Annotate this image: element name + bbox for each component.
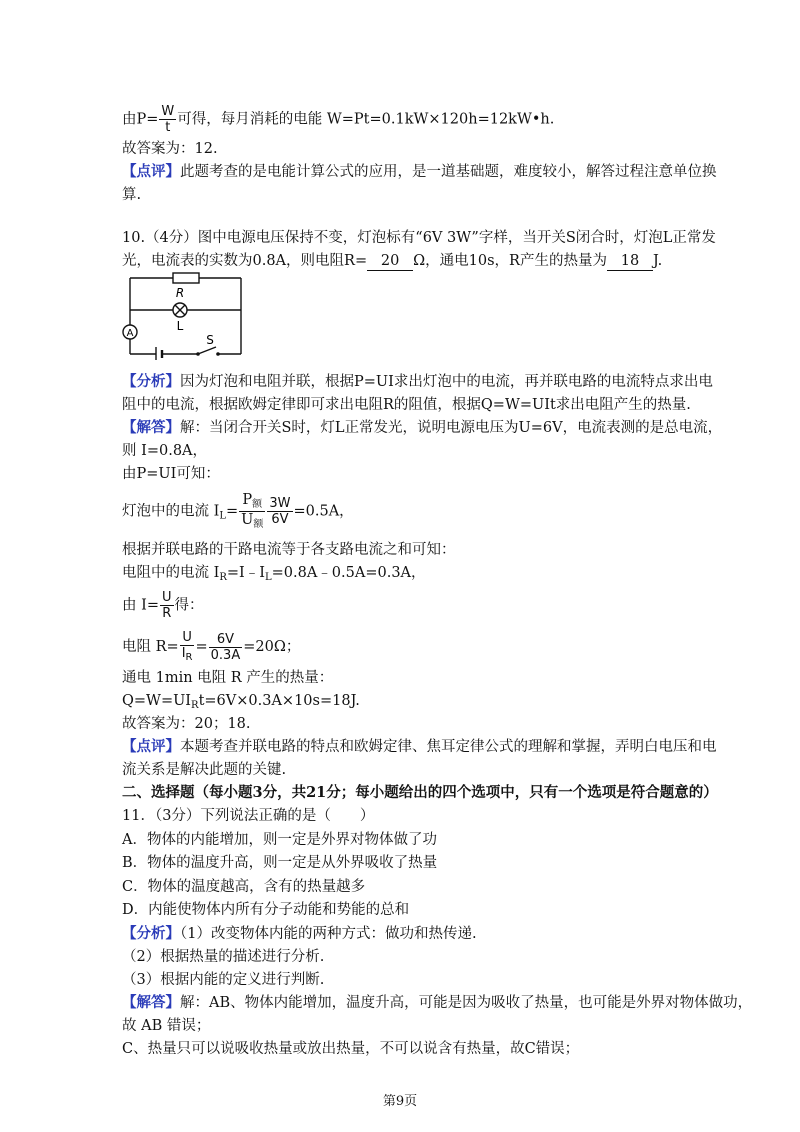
analysis-q11-line1: 【分析】（1）改变物体内能的两种方式：做功和热传递. (122, 925, 477, 942)
fraction-6v-over-0.3a: $\frac{6V}{0.3A}$ (210, 631, 241, 663)
answer-q9: 故答案为：12. (122, 141, 218, 157)
switch-label: S (206, 333, 214, 347)
analysis-tag: 【分析】 (122, 925, 180, 942)
analysis-q10-line2: 阻中的电流，根据欧姆定律即可求出电阻R的阻值，根据Q=W=UIt求出电阻产生的热量. (122, 397, 691, 413)
analysis-q10-line1: 【分析】因为灯泡和电阻并联，根据P=UI求出灯泡中的电流，再并联电路的电流特点求出电 (122, 373, 713, 390)
resistor-current-equation: 电阻中的电流 $I_R=I﹣I_L=0.8A﹣0.5A=0.3A$， (122, 565, 426, 583)
comment-q9-line2: 算. (122, 187, 142, 203)
solution-q10-line2: 则 I=0.8A， (122, 443, 208, 459)
question-11-option-c: C．物体的温度越高，含有的热量越多 (122, 879, 366, 895)
ammeter-label: A (126, 328, 134, 339)
question-10-stem-line2: 光，电流表的实数为0.8A，则电阻R= 20 Ω，通电10s，R产生的热量为 18 J. (122, 253, 663, 269)
answer-blank-resistance: 20 (367, 253, 413, 271)
fraction-u-over-r: $\frac{U}{R}$ (162, 590, 172, 621)
comment-q10-line1: 【点评】本题考查并联电路的特点和欧姆定律、焦耳定律公式的理解和掌握，弄明白电压和电 (122, 738, 717, 755)
comment-tag: 【点评】 (122, 738, 180, 755)
solution-tag: 【解答】 (122, 419, 180, 436)
solution-q11-line1: 【解答】解：AB、物体内能增加，温度升高，可能是因为吸收了热量，也可能是外界对物体做功， (122, 994, 753, 1011)
section-heading-choice: 二、选择题（每小题3分，共21分；每小题给出的四个选项中，只有一个选项是符合题意的） (122, 784, 718, 801)
bulb-label: L (176, 319, 184, 333)
resistor-label: R (175, 286, 185, 300)
heat-equation: $Q=W=UI_Rt=6V\times 0.3A\times 10s=18J$. (122, 693, 360, 711)
answer-blank-heat: 18 (607, 253, 653, 271)
solution-tag: 【解答】 (122, 994, 180, 1011)
fraction-3w-over-6v: $\frac{3W}{6V}$ (269, 496, 291, 527)
comment-q9-line1: 【点评】此题考查的是电能计算公式的应用，是一道基础题，难度较小，解答过程注意单位换 (122, 163, 717, 180)
power-formula-line: 由P= $\frac{W}{t}$ 可得，每月消耗的电能 W=Pt=0.1kW×120h=12kW•h. (122, 104, 555, 135)
question-11-option-d: D．内能使物体内所有分子动能和势能的总和 (122, 902, 410, 918)
question-10-stem-line1: 10.（4分）图中电源电压保持不变，灯泡标有“6V 3W”字样，当开关S闭合时，灯泡L正常发 (122, 230, 716, 246)
solution-q10-line3: 由P=UI可知： (122, 466, 220, 482)
question-11-option-a: A．物体的内能增加，则一定是外界对物体做了功 (122, 832, 437, 848)
question-11-option-b: B．物体的温度升高，则一定是从外界吸收了热量 (122, 855, 438, 871)
fraction-p-over-u: $\frac{P_额}{U_额}$ (241, 492, 264, 530)
resistor-symbol (173, 273, 199, 283)
circuit-diagram (118, 270, 248, 360)
fraction-u-over-ir: $\frac{U}{I_R}$ (181, 630, 193, 663)
question-11-stem: 11．（3分）下列说法正确的是（ ） (122, 808, 375, 824)
solution-q10-heat-intro: 通电 1min 电阻 R 产生的热量： (122, 670, 334, 686)
answer-q10: 故答案为：20；18. (122, 716, 251, 732)
page-number: 第9页 (382, 1094, 418, 1109)
solution-q11-line2: 故 AB 错误； (122, 1018, 211, 1034)
analysis-tag: 【分析】 (122, 373, 180, 390)
analysis-q11-line2: （2）根据热量的描述进行分析. (122, 949, 325, 965)
analysis-q11-line3: （3）根据内能的定义进行判断. (122, 972, 325, 988)
solution-q11-line3: C、热量只可以说吸收热量或放出热量，不可以说含有热量，故C错误； (122, 1041, 580, 1057)
solution-q10-line1: 【解答】解：当闭合开关S时，灯L正常发光，说明电源电压为U=6V，电流表测的是总电流， (122, 419, 723, 436)
comment-q10-line2: 流关系是解决此题的关键. (122, 762, 287, 778)
solution-q10-parallel-rule: 根据并联电路的干路电流等于各支路电流之和可知： (122, 542, 456, 558)
switch-blade (198, 347, 216, 354)
bulb-current-equation: 灯泡中的电流 $I_L=$ $\frac{P_额}{U_额}$ $\frac{3W}{6V}$ =0.5A， (122, 492, 354, 530)
ohm-law-line: 由 I= $\frac{U}{R}$ 得： (122, 590, 204, 621)
comment-tag: 【点评】 (122, 163, 180, 180)
fraction-w-over-t: $\frac{W}{t}$ (161, 104, 175, 135)
resistance-equation: 电阻 R= $\frac{U}{I_R}$ = $\frac{6V}{0.3A}$ =20Ω； (122, 630, 301, 663)
